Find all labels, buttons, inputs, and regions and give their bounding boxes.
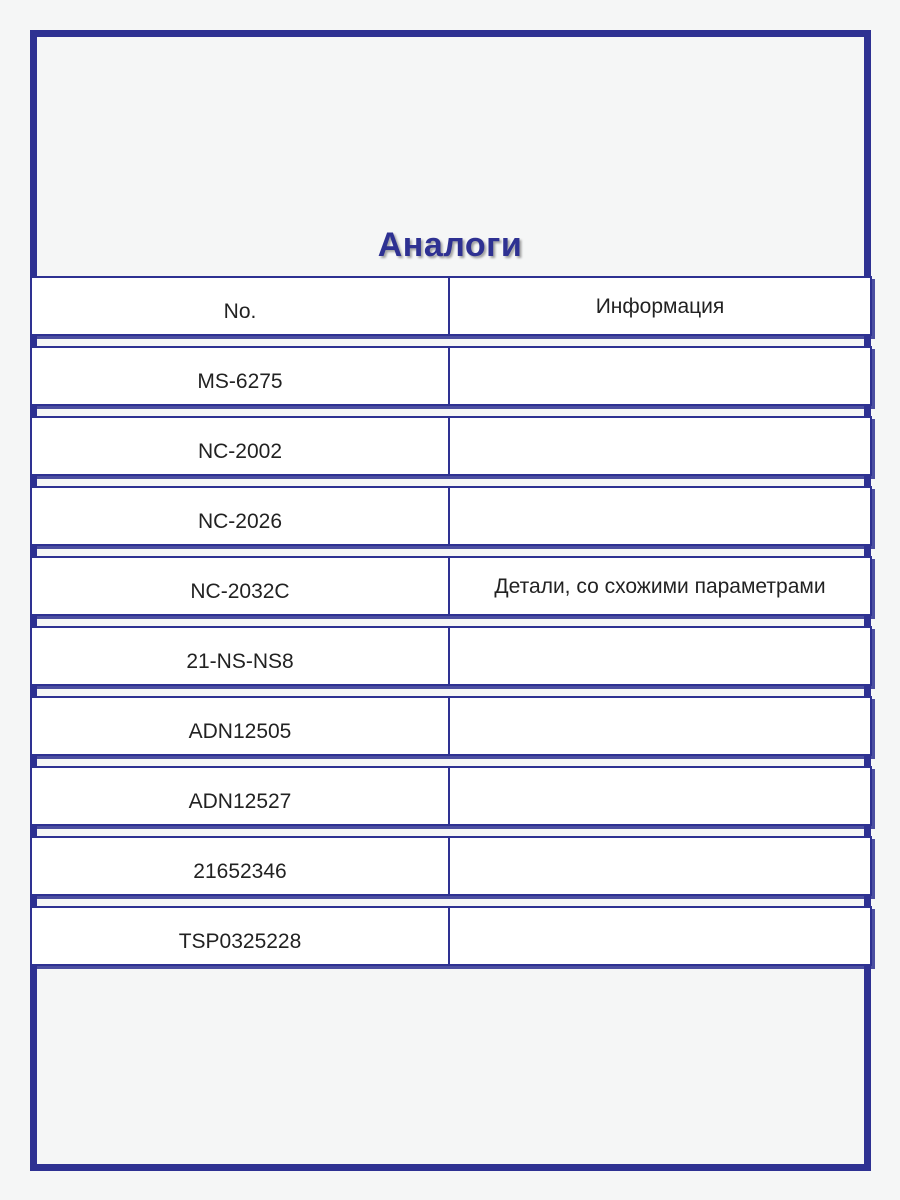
part-number-cell: 21-NS-NS8 xyxy=(30,626,450,686)
page-title: Аналоги xyxy=(377,226,523,264)
table-row xyxy=(30,416,872,476)
table-row xyxy=(30,696,872,756)
part-number-cell: NC-2002 xyxy=(30,416,450,476)
info-cell xyxy=(450,696,872,756)
table-row xyxy=(30,626,872,686)
info-cell xyxy=(450,486,872,546)
analogs-table xyxy=(30,276,872,976)
info-cell xyxy=(450,906,872,966)
column-header-no: No. xyxy=(30,276,450,336)
part-number-cell: ADN12527 xyxy=(30,766,450,826)
table-row xyxy=(30,486,872,546)
info-cell xyxy=(450,346,872,406)
table-row xyxy=(30,346,872,406)
part-number-cell: ADN12505 xyxy=(30,696,450,756)
info-cell: Детали, со схожими параметрами xyxy=(450,556,872,616)
info-cell xyxy=(450,836,872,896)
part-number-cell: NC-2032C xyxy=(30,556,450,616)
table-header-row xyxy=(30,276,872,336)
table-row xyxy=(30,906,872,966)
table-row xyxy=(30,766,872,826)
column-header-info: Информация xyxy=(450,276,872,336)
info-cell xyxy=(450,626,872,686)
part-number-cell: MS-6275 xyxy=(30,346,450,406)
info-cell xyxy=(450,766,872,826)
part-number-cell: NC-2026 xyxy=(30,486,450,546)
part-number-cell: TSP0325228 xyxy=(30,906,450,966)
part-number-cell: 21652346 xyxy=(30,836,450,896)
table-row xyxy=(30,836,872,896)
info-cell xyxy=(450,416,872,476)
table-row xyxy=(30,556,872,616)
